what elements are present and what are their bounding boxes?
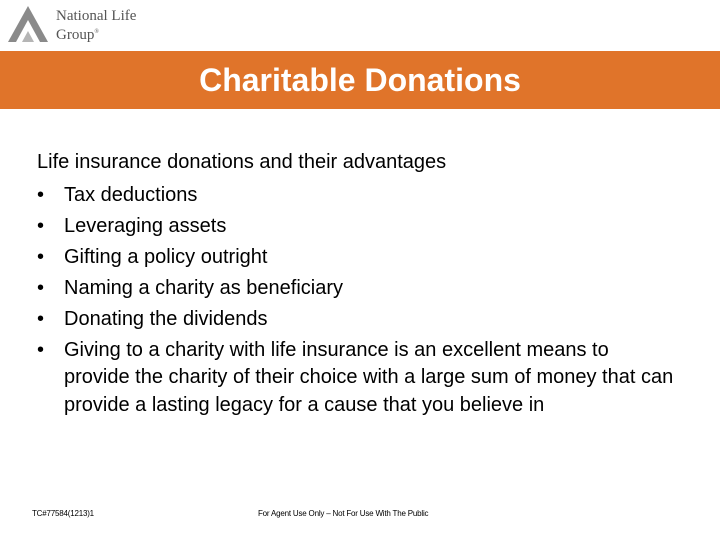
bullet-glyph: • [37, 307, 45, 330]
slide-content [37, 147, 677, 419]
slide-title: Charitable Donations [199, 62, 521, 98]
bullet-text: Tax deductions [64, 183, 198, 206]
bullet-text: Gifting a policy outright [64, 245, 268, 268]
bullet-text: Giving to a charity with life insurance is an excellent means to provide the charity of their choice with a large sum of money that can provide a lasting legacy for a cause that you believe in [64, 338, 674, 416]
bullet-glyph: • [37, 276, 45, 299]
bullet-text: Naming a charity as beneficiary [64, 276, 344, 299]
bullet-glyph: • [37, 245, 45, 268]
bullet-glyph: • [37, 214, 45, 237]
logo-wordmark [56, 8, 136, 43]
company-logo [6, 4, 146, 44]
registered-mark: ® [94, 29, 99, 35]
bullet-item [37, 244, 677, 272]
national-life-logo-icon [6, 4, 50, 44]
title-banner [0, 51, 720, 109]
footer-disclaimer: For Agent Use Only – Not For Use With The Public [258, 509, 429, 518]
logo-line-1: National Life [56, 8, 137, 24]
intro-line: Life insurance donations and their advantages [37, 151, 447, 173]
bullet-text: Donating the dividends [64, 307, 268, 330]
bullet-glyph: • [37, 338, 45, 361]
bullet-item [37, 275, 677, 303]
bullet-list [37, 182, 677, 420]
logo-line-2 [56, 24, 136, 43]
bullet-text: Leveraging assets [64, 214, 227, 237]
bullet-glyph: • [37, 183, 45, 206]
footer-code: TC#77584(1213)1 [32, 509, 94, 518]
bullet-item [37, 182, 677, 210]
bullet-item [37, 306, 677, 334]
bullet-item [37, 213, 677, 241]
logo-line-2-text: Group [56, 27, 95, 43]
bullet-item [37, 337, 677, 420]
